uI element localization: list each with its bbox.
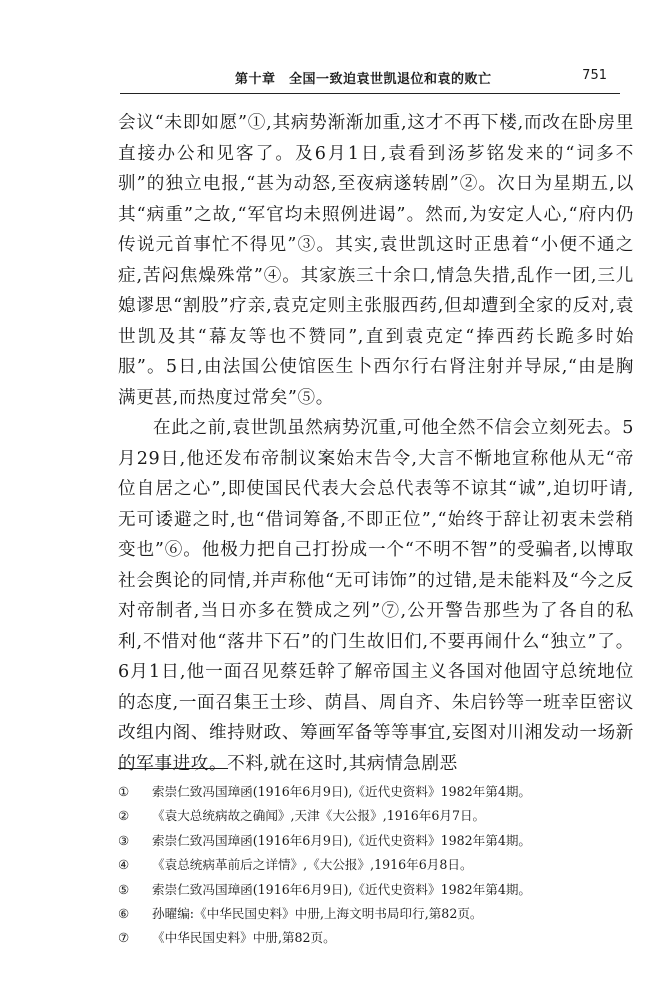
footnote-text: 索崇仁致冯国璋函(1916年6月9日),《近代史资料》1982年第4期。 xyxy=(152,784,532,799)
footnote-mark: ④ xyxy=(118,857,130,873)
footnote-mark: ⑤ xyxy=(118,881,130,897)
footnote xyxy=(118,804,634,828)
footnote-mark: ⑥ xyxy=(118,906,130,922)
paragraph: 在此之前,袁世凯虽然病势沉重,可他全然不信会立刻死去。5月29日,他还发布帝制议案始末告令,大言不惭地宣称他从无“帝位自居之心”,即使国民代表大会总代表等不谅其“诚”,迫切吁请,无可诿避之时,也“借词筹备,不即正位”,“始终于辞让初衷未尝稍变也”⑥。他极力把自己打扮成一个“不明不智”的受骗者,以博取社会舆论的同情,并声称他“无可讳饰”的过错,是未能料及“今之反对帝制者,当日亦多在赞成之列”⑦,公开警告那些为了各自的私利,不惜对他“落井下石”的门生故旧们,不要再闹什么“独立”了。6月1日,他一面召见蔡廷幹了解帝国主义各国对他固守总统地位的态度,一面召集王士珍、荫昌、周自齐、朱启钤等一班幸臣密议改组内阁、维持财政、筹画军备等等事宜,妄图对川湘发动一场新的军事进攻。不料,就在这时,其病情急剧恶 xyxy=(118,418,634,774)
footnote-mark: ② xyxy=(118,808,130,824)
footnote xyxy=(118,853,634,877)
footnote-text: 索崇仁致冯国璋函(1916年6月9日),《近代史资料》1982年第4期。 xyxy=(152,832,532,848)
footnote-text: 《袁总统病革前后之详情》,《大公报》,1916年6月8日。 xyxy=(152,857,473,873)
footnote xyxy=(118,878,634,902)
footnote-rule xyxy=(118,768,228,769)
paragraph: 会议“未即如愿”①,其病势渐渐加重,这才不再下楼,而改在卧房里直接办公和见客了。及6月1日,袁看到汤芗铭发来的“词多不驯”的独立电报,“甚为动怒,至夜病遂转剧”②。次日为星期五,以其“病重”之故,“军官均未照例进谒”。然而,为安定人心,“府内仍传说元首事忙不得见”③。其实,袁世凯这时正患着“小便不通之症,苦闷焦燥殊常”④。其家族三十余口,情急失措,乱作一团,三儿媳谬思“割股”疗亲,袁克定则主张服西药,但却遭到全家的反对,袁世凯及其“幕友等也不赞同”,直到袁克定“捧西药长跪多时始服”。5日,由法国公使馆医生卜西尔行右肾注射并导尿,“由是胸满更甚,而热度过常矣”⑤。 xyxy=(118,113,634,408)
footnote-text: 索崇仁致冯国璋函(1916年6月9日),《近代史资料》1982年第4期。 xyxy=(152,881,532,897)
footnote-text: 《袁大总统病故之确闻》,天津《大公报》,1916年6月7日。 xyxy=(152,808,486,824)
footnote-mark: ① xyxy=(118,784,130,799)
footnote-text: 《中华民国史料》中册,第82页。 xyxy=(152,930,336,946)
footnote-mark: ⑦ xyxy=(118,930,130,946)
chapter-title: 第十章 全国一致迫袁世凯退位和袁的败亡 xyxy=(235,72,492,87)
footnote xyxy=(118,926,634,950)
footnotes xyxy=(118,780,634,951)
footnote xyxy=(118,780,634,804)
footnote-text: 孙曜编:《中华民国史料》中册,上海文明书局印行,第82页。 xyxy=(152,906,483,922)
running-header xyxy=(0,68,652,92)
footnote-mark: ③ xyxy=(118,832,130,848)
body-text xyxy=(118,108,634,779)
footnote xyxy=(118,902,634,926)
footnote xyxy=(118,829,634,853)
header-rule xyxy=(120,93,620,94)
page-number: 751 xyxy=(582,68,607,83)
